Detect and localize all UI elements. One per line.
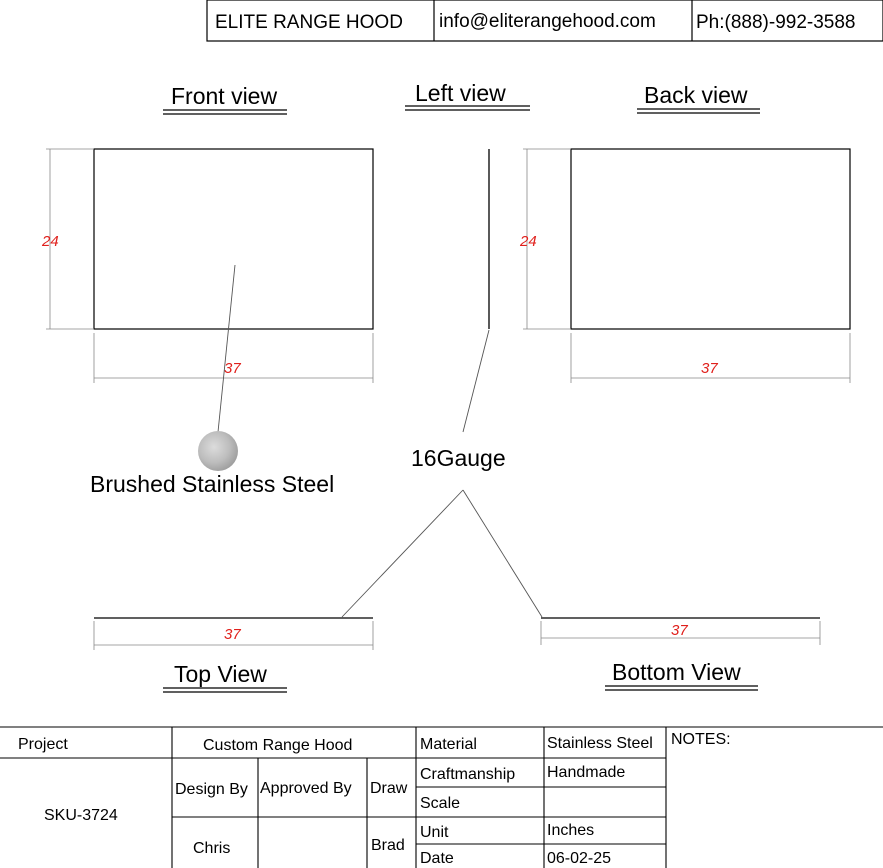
front-height-dimension: 24 [42, 233, 59, 250]
header-box [207, 0, 883, 41]
back-panel-outline [571, 149, 850, 329]
front-panel-outline [94, 149, 373, 329]
front-width-dimension: 37 [224, 360, 241, 377]
design-by-label: Design By [175, 781, 248, 798]
back-width-dimension: 37 [701, 360, 718, 377]
scale-label: Scale [420, 795, 461, 812]
date-label: Date [420, 850, 454, 867]
project-label: Project [18, 736, 68, 753]
gauge-callout [342, 330, 542, 617]
date-value: 06-02-25 [547, 850, 612, 867]
unit-label: Unit [420, 824, 449, 841]
top-width-dimension: 37 [224, 626, 241, 643]
back-view [519, 82, 850, 383]
company-email[interactable]: info@eliterangehood.com [439, 11, 656, 32]
project-value: Custom Range Hood [203, 737, 353, 754]
gauge-label: 16Gauge [411, 445, 506, 471]
finish-label: Brushed Stainless Steel [90, 471, 335, 497]
bottom-view [541, 618, 820, 690]
back-view-title: Back view [644, 82, 748, 108]
title-block-text [18, 731, 731, 867]
top-view-title: Top View [174, 661, 267, 687]
sku-value: SKU-3724 [44, 807, 118, 824]
finish-callout [90, 265, 334, 497]
design-by-value: Chris [193, 840, 231, 857]
approved-by-label: Approved By [260, 780, 352, 797]
brushed-steel-swatch [198, 431, 238, 471]
top-view [94, 618, 373, 692]
unit-value: Inches [547, 822, 595, 839]
bottom-view-title: Bottom View [612, 659, 741, 685]
craftsmanship-value: Handmade [547, 764, 626, 781]
material-value: Stainless Steel [547, 735, 653, 752]
draw-value: Brad [371, 837, 405, 854]
material-label: Material [420, 736, 477, 753]
craftsmanship-label: Craftmanship [420, 766, 516, 783]
draw-label: Draw [370, 780, 408, 797]
back-height-dimension: 24 [520, 233, 537, 250]
company-phone: Ph:(888)-992-3588 [696, 12, 856, 33]
company-name: ELITE RANGE HOOD [215, 12, 403, 33]
left-view-title: Left view [415, 80, 506, 106]
front-view-title: Front view [171, 83, 278, 109]
left-view [405, 80, 530, 329]
notes-label: NOTES: [671, 731, 731, 748]
front-view [41, 83, 373, 383]
bottom-width-dimension: 37 [671, 622, 688, 639]
